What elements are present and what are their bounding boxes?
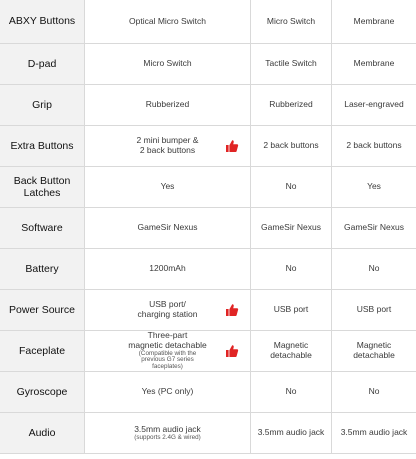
cell-col2: No [251, 372, 332, 412]
table-row-software [0, 208, 416, 249]
cell-col1 [85, 126, 251, 166]
table-row-faceplate [0, 331, 416, 372]
table-row-gyroscope [0, 372, 416, 413]
row-label: Extra Buttons [0, 126, 85, 166]
cell-col3: No [332, 249, 416, 289]
cell-col3: No [332, 372, 416, 412]
cell-col3: USB port [332, 290, 416, 330]
thumbs-up-icon [225, 139, 239, 153]
cell-col2: 2 back buttons [251, 126, 332, 166]
cell-text-line: Three-part [147, 330, 188, 341]
cell-col3: Yes [332, 167, 416, 207]
cell-col2: USB port [251, 290, 332, 330]
row-label-line: Latches [23, 187, 61, 199]
cell-text-line: USB port/ [149, 299, 186, 310]
cell-col2: GameSir Nexus [251, 208, 332, 248]
table-row-battery [0, 249, 416, 290]
thumbs-up-icon [225, 344, 239, 358]
row-label: Faceplate [0, 331, 85, 371]
table-row-back-button-latches [0, 167, 416, 208]
row-label: Battery [0, 249, 85, 289]
cell-col2: Tactile Switch [251, 44, 332, 84]
row-label: Power Source [0, 290, 85, 330]
table-row-power-source [0, 290, 416, 331]
row-label: Software [0, 208, 85, 248]
cell-col3: 3.5mm audio jack [332, 413, 416, 453]
row-label: ABXY Buttons [0, 0, 85, 43]
cell-text-line: magnetic detachable [128, 340, 207, 351]
cell-col1 [85, 290, 251, 330]
row-label: Gyroscope [0, 372, 85, 412]
row-label-line: Back Button [13, 174, 71, 187]
cell-col1: Yes (PC only) [85, 372, 251, 412]
cell-col1: Optical Micro Switch [85, 0, 251, 43]
cell-text-line: 2 mini bumper & [136, 135, 199, 146]
cell-col3: Laser-engraved [332, 85, 416, 125]
table-row-grip [0, 85, 416, 126]
cell-subtext: (supports 2.4G & wired) [134, 433, 201, 441]
cell-col1 [85, 413, 251, 453]
cell-col3: Magnetic detachable [332, 331, 416, 371]
cell-text-line: charging station [137, 309, 198, 319]
cell-col3: GameSir Nexus [332, 208, 416, 248]
row-label: Audio [0, 413, 85, 453]
cell-col1: Micro Switch [85, 44, 251, 84]
table-row-audio [0, 413, 416, 454]
cell-col3: Membrane [332, 44, 416, 84]
row-label [0, 167, 85, 207]
row-label: Grip [0, 85, 85, 125]
cell-col3: 2 back buttons [332, 126, 416, 166]
table-row-extra-buttons [0, 126, 416, 167]
cell-subtext: previous G7 series [141, 356, 194, 364]
cell-col2: Rubberized [251, 85, 332, 125]
cell-col1: GameSir Nexus [85, 208, 251, 248]
table-row-abxy [0, 0, 416, 44]
thumbs-up-icon [225, 303, 239, 317]
cell-subtext: (Compatible with the [138, 349, 197, 357]
table-row-dpad [0, 44, 416, 85]
cell-subtext: faceplates) [152, 363, 183, 371]
cell-col1: Rubberized [85, 85, 251, 125]
cell-col2: Magnetic detachable [251, 331, 332, 371]
cell-col2: Micro Switch [251, 0, 332, 43]
cell-col2: No [251, 249, 332, 289]
cell-text-line: 2 back buttons [139, 145, 196, 155]
cell-col2: No [251, 167, 332, 207]
cell-col1: Yes [85, 167, 251, 207]
cell-text-line: 3.5mm audio jack [134, 423, 201, 434]
cell-col3: Membrane [332, 0, 416, 43]
cell-col1 [85, 331, 251, 371]
cell-col2: 3.5mm audio jack [251, 413, 332, 453]
row-label: D-pad [0, 44, 85, 84]
cell-col1: 1200mAh [85, 249, 251, 289]
